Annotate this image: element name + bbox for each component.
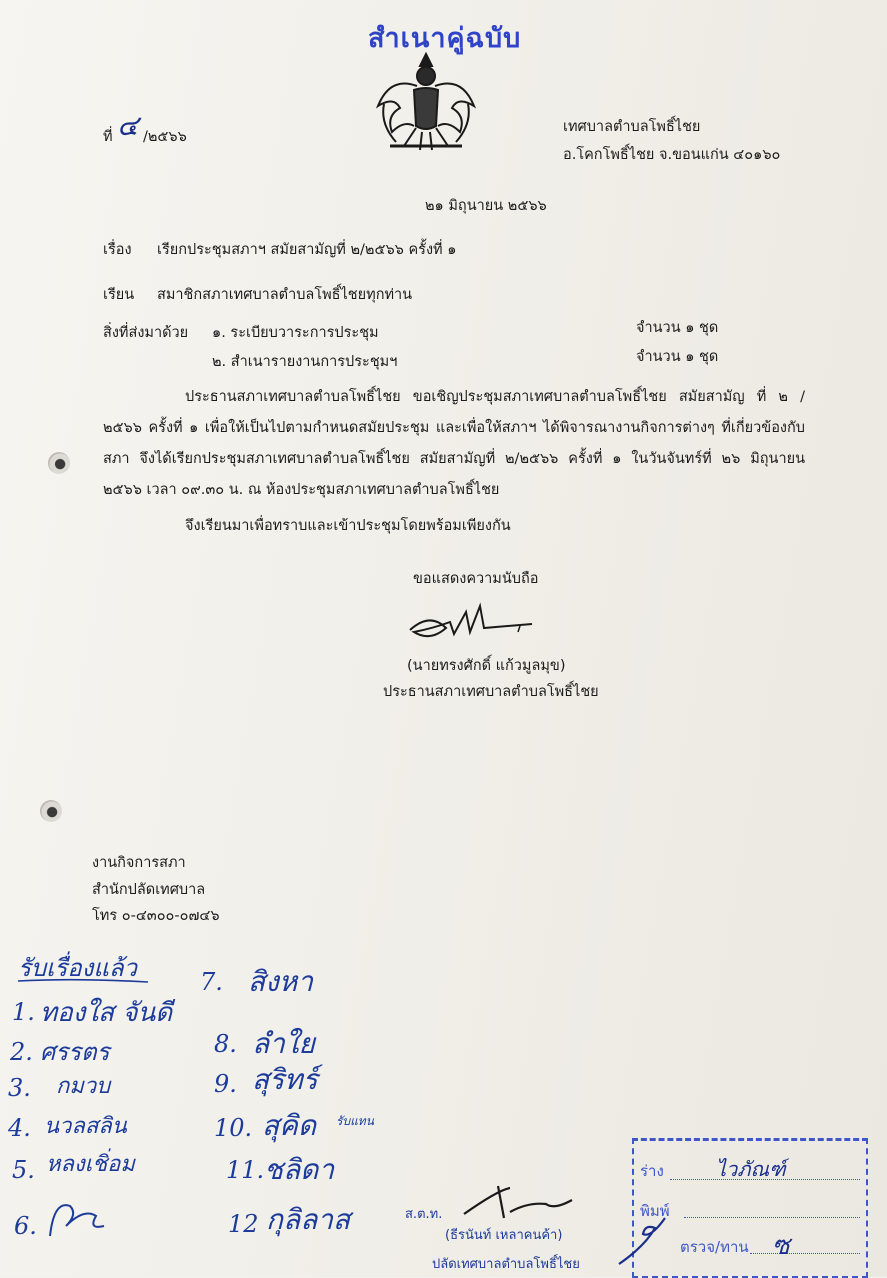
- clerk-rank: ส.ต.ท.: [405, 1207, 443, 1222]
- handwritten-heading: รับเรื่องแล้ว: [18, 954, 138, 982]
- body-paragraph-text: ประธานสภาเทศบาลตำบลโพธิ์ไชย ขอเชิญประชุมสภาเทศบาลตำบลโพธิ์ไชย สมัยสามัญ ที่ ๒ /๒๕๖๖ ครั้งที่ ๑ เพื่อให้เป็นไปตามกำหนดสมัยประชุม และเพื่อให้สภาฯ ได้พิจารณางานกิจการต่างๆ ที่เกี่ยวข้องกับสภา จึงได้เรียกประชุมสภาเทศบาลตำบลโพธิ์ไชย สมัยสามัญที่ ๒/๒๕๖๖ ครั้งที่ ๑ ในวันจันทร์ที่ ๒๖ มิถุนายน ๒๕๖๖ เวลา ๐๙.๓๐ น. ณ ห้องประชุมสภาเทศบาลตำบลโพธิ์ไชย: [103, 389, 805, 498]
- enclosure-item: ๒. สำเนารายงานการประชุมฯ: [212, 354, 398, 370]
- handwritten-number: 12: [228, 1210, 259, 1238]
- print-line: [684, 1217, 860, 1218]
- handwritten-signature-6: [44, 1196, 114, 1246]
- handwritten-name: กมวบ: [56, 1074, 111, 1099]
- recipient-label: เรียน: [103, 287, 135, 303]
- handwritten-name: กุลิลาส: [266, 1203, 351, 1236]
- handwritten-number: 8.: [214, 1030, 237, 1058]
- handwritten-number: 10.: [214, 1114, 253, 1142]
- closing-paragraph: จึงเรียนมาเพื่อทราบและเข้าประชุมโดยพร้อมเพียงกัน: [185, 518, 511, 534]
- clerk-title: ปลัดเทศบาลตำบลโพธิ์ไชย: [432, 1257, 580, 1272]
- clerk-name: (ธีรนันท์ เหลาคนค้า): [445, 1228, 563, 1243]
- signer-title: ประธานสภาเทศบาลตำบลโพธิ์ไชย: [383, 684, 599, 700]
- handwritten-number: 6.: [14, 1212, 37, 1240]
- handwritten-name: ทองใส จันดี: [40, 998, 173, 1028]
- subject-text: เรียกประชุมสภาฯ สมัยสามัญที่ ๒/๒๕๖๖ ครั้งที่ ๑: [157, 242, 457, 258]
- handwritten-name: นวลสลิน: [44, 1114, 127, 1139]
- handwritten-number: 5.: [12, 1156, 35, 1184]
- signer-name: (นายทรงศักดิ์ แก้วมูลมุข): [407, 658, 566, 674]
- garuda-emblem: [370, 46, 482, 154]
- routing-check-mark: [615, 1208, 685, 1268]
- draft-initials: ไวภัณฑ์: [716, 1157, 786, 1181]
- handwritten-name: สิงหา: [248, 965, 313, 998]
- letter-date: ๒๑ มิถุนายน ๒๕๖๖: [425, 198, 547, 214]
- org-name: เทศบาลตำบลโพธิ์ไชย: [563, 119, 701, 135]
- handwritten-number: 4.: [8, 1114, 31, 1142]
- handwritten-proxy-note: รับแทน: [336, 1114, 374, 1128]
- handwritten-number: 7.: [200, 968, 223, 996]
- handwritten-number: 2.: [10, 1038, 33, 1066]
- punch-hole: [40, 800, 62, 822]
- ref-prefix: ที่: [103, 129, 113, 145]
- footer-office: สำนักปลัดเทศบาล: [92, 882, 206, 898]
- check-initials: ซ: [772, 1231, 790, 1261]
- handwritten-name: สุริทร์: [252, 1063, 318, 1096]
- footer-dept: งานกิจการสภา: [92, 855, 186, 871]
- org-address: อ.โคกโพธิ์ไชย จ.ขอนแก่น ๔๐๑๖๐: [563, 147, 781, 163]
- handwritten-name: ศรรตร: [40, 1038, 110, 1066]
- subject-label: เรื่อง: [103, 242, 132, 258]
- handwritten-number: 1.: [12, 998, 35, 1026]
- handwritten-name: หลงเชิ่อม: [46, 1152, 135, 1177]
- recipient-text: สมาชิกสภาเทศบาลตำบลโพธิ์ไชยทุกท่าน: [157, 287, 413, 303]
- enclosure-qty: จำนวน ๑ ชุด: [636, 320, 719, 336]
- chairman-signature: [400, 598, 540, 648]
- punch-hole: [48, 452, 70, 474]
- ref-number-handwritten: ๔: [117, 109, 139, 142]
- enclosure-item: ๑. ระเบียบวาระการประชุม: [212, 325, 379, 341]
- handwritten-number: 9.: [214, 1070, 237, 1098]
- reference-number: [103, 109, 187, 147]
- handwritten-number: 11.: [226, 1156, 265, 1184]
- footer-phone: โทร ๐-๔๓๐๐-๐๗๔๖: [92, 908, 220, 924]
- ref-suffix: /๒๕๖๖: [142, 129, 187, 145]
- copy-stamp-title: สำเนาคู่ฉบับ: [368, 23, 522, 54]
- regards-text: ขอแสดงความนับถือ: [413, 571, 539, 587]
- handwritten-name: ลำใย: [252, 1027, 315, 1060]
- check-label: ตรวจ/ทาน: [680, 1238, 749, 1256]
- body-paragraph: [103, 382, 805, 506]
- clerk-signature: [458, 1182, 578, 1222]
- check-line: [750, 1253, 860, 1254]
- heading-underline: [16, 978, 150, 984]
- handwritten-name: สุคิด: [262, 1109, 317, 1142]
- handwritten-name: ชลิดา: [264, 1153, 335, 1186]
- print-label: พิมพ์: [640, 1202, 670, 1220]
- draft-label: ร่าง: [640, 1162, 664, 1180]
- enclosure-qty: จำนวน ๑ ชุด: [636, 349, 719, 365]
- handwritten-number: 3.: [8, 1074, 31, 1102]
- enclosures-label: สิ่งที่ส่งมาด้วย: [103, 325, 189, 341]
